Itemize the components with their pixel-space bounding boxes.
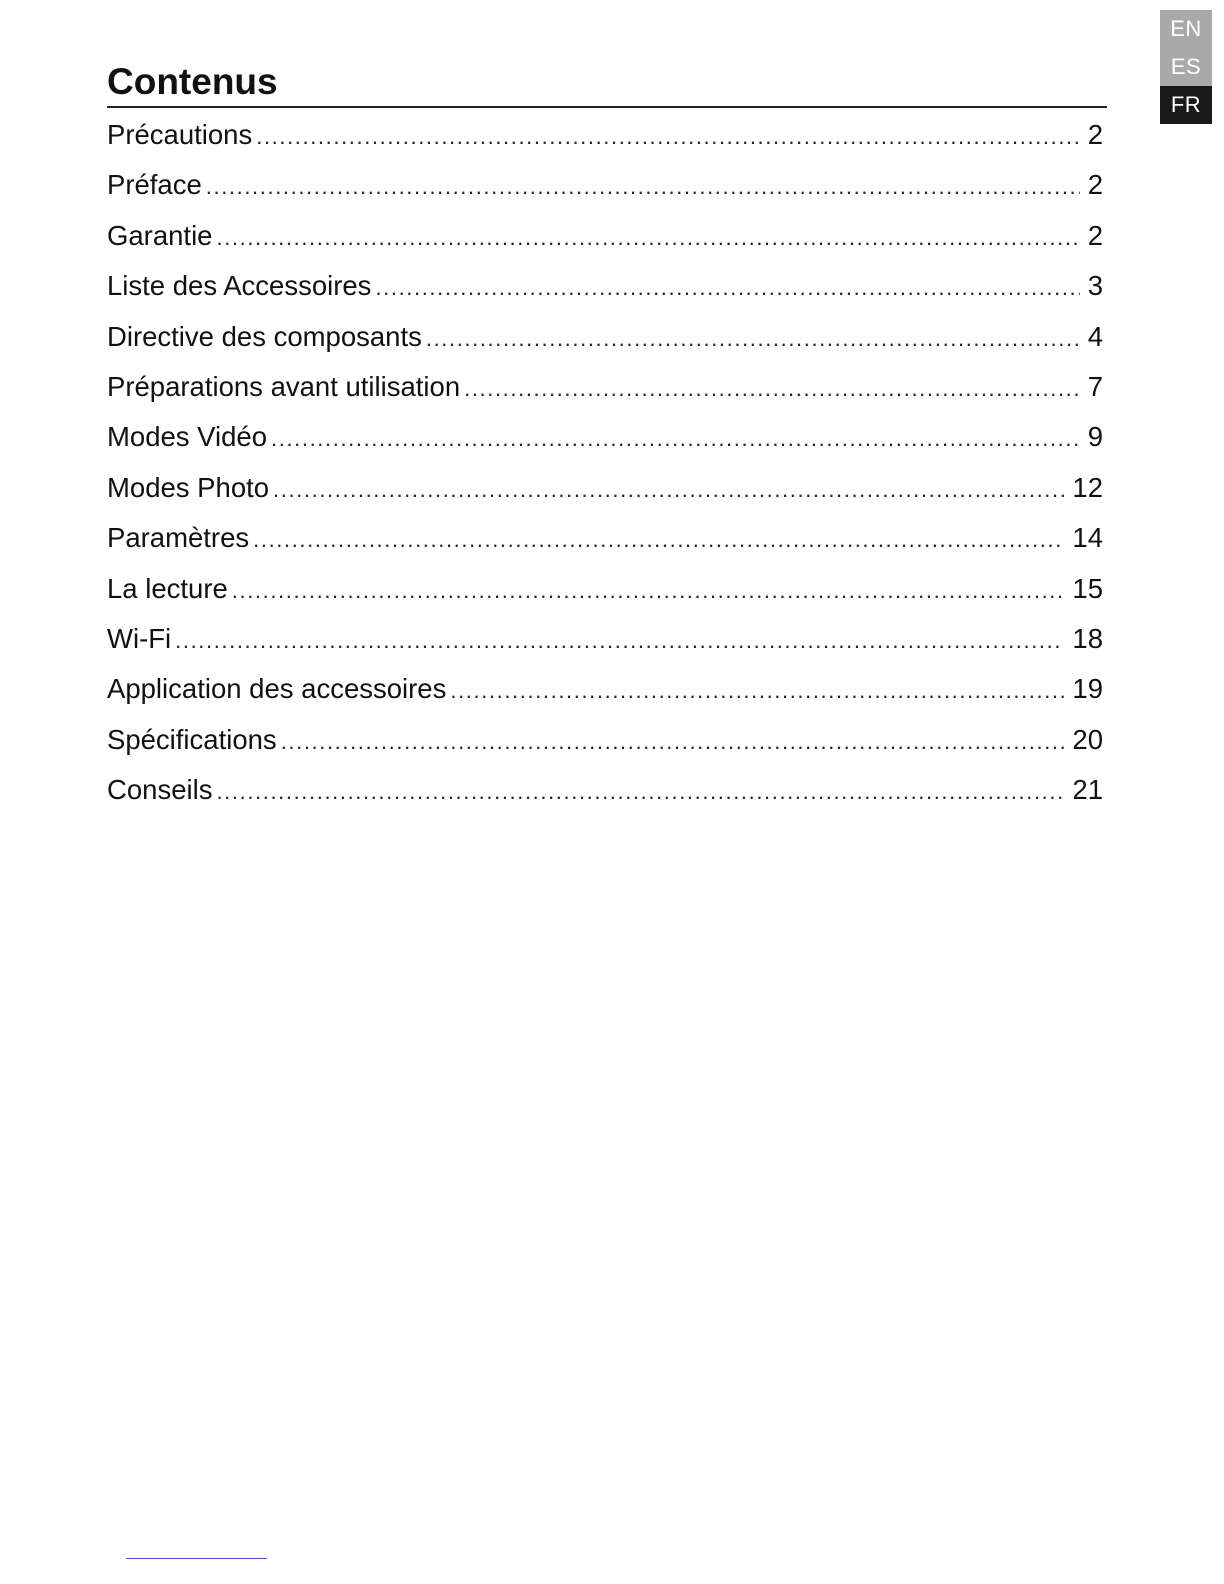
toc-entry-page: 2: [1087, 169, 1103, 201]
toc-entry-page: 21: [1072, 774, 1103, 806]
toc-entry-page: 12: [1072, 471, 1103, 503]
toc-entry-label: Précautions: [107, 119, 253, 150]
toc-entry-la-lecture[interactable]: [107, 570, 1103, 620]
toc-entry-wifi[interactable]: [107, 620, 1103, 670]
toc-entry-page: 15: [1072, 572, 1103, 604]
toc-entry-modes-video[interactable]: [107, 418, 1103, 468]
toc-entry-page: 2: [1087, 219, 1103, 251]
toc-entry-garantie[interactable]: [107, 217, 1103, 267]
toc-entry-specifications[interactable]: [107, 721, 1103, 771]
toc-dot-leader: [273, 471, 1064, 509]
toc-dot-leader: [426, 320, 1080, 358]
toc-entry-page: 3: [1087, 270, 1103, 302]
toc-entry-precautions[interactable]: [107, 116, 1103, 166]
toc-entry-page: 14: [1072, 522, 1103, 554]
toc-entry-page: 9: [1087, 421, 1103, 453]
toc-entry-label: Wi-Fi: [107, 622, 172, 654]
toc-entry-label: Préface: [107, 169, 202, 201]
toc-entry-page: 19: [1072, 673, 1103, 705]
toc-dot-leader: [253, 521, 1064, 559]
toc-entry-conseils[interactable]: [107, 771, 1103, 821]
toc-dot-leader: [232, 572, 1065, 610]
toc-dot-leader: [271, 420, 1080, 458]
lang-tab-en[interactable]: EN: [1160, 10, 1212, 48]
toc-entry-modes-photo[interactable]: [107, 469, 1103, 519]
toc-dot-leader: [464, 370, 1080, 408]
page-title: Contenus: [107, 61, 278, 102]
toc-dot-leader: [281, 723, 1065, 761]
toc-entry-page: 20: [1072, 723, 1103, 755]
toc-dot-leader: [216, 773, 1064, 811]
toc-entry-page: 2: [1087, 119, 1103, 150]
toc-entry-preface[interactable]: [107, 166, 1103, 216]
toc-entry-parametres[interactable]: [107, 519, 1103, 569]
toc-entry-label: Conseils: [107, 774, 213, 806]
lang-tab-fr[interactable]: FR: [1160, 86, 1212, 124]
toc-entry-label: Préparations avant utilisation: [107, 370, 461, 402]
toc-entry-page: 18: [1072, 622, 1103, 654]
title-divider: [107, 106, 1107, 108]
toc-entry-directive-composants[interactable]: [107, 318, 1103, 368]
toc-entry-liste-accessoires[interactable]: [107, 267, 1103, 317]
toc-dot-leader: [375, 269, 1079, 307]
toc-entry-label: Modes Photo: [107, 471, 270, 503]
toc-entry-preparations[interactable]: [107, 368, 1103, 418]
toc-entry-label: Liste des Accessoires: [107, 270, 372, 302]
toc-entry-label: Garantie: [107, 219, 213, 251]
language-tabs: [1160, 10, 1212, 124]
toc-entry-label: Modes Vidéo: [107, 421, 268, 453]
toc-entry-page: 4: [1087, 320, 1103, 352]
toc-entry-label: Application des accessoires: [107, 673, 447, 705]
toc-entry-label: Spécifications: [107, 723, 277, 755]
toc-dot-leader: [206, 168, 1080, 206]
toc-entry-page: 7: [1087, 370, 1103, 402]
lang-tab-es[interactable]: ES: [1160, 48, 1212, 86]
footer-divider: [126, 1558, 267, 1559]
toc-entry-label: Directive des composants: [107, 320, 422, 352]
toc-entry-label: La lecture: [107, 572, 228, 604]
toc-dot-leader: [175, 622, 1064, 660]
toc-entry-label: Paramètres: [107, 522, 250, 554]
toc-dot-leader: [450, 672, 1064, 710]
table-of-contents: [107, 116, 1103, 821]
toc-dot-leader: [216, 219, 1079, 257]
toc-entry-application-accessoires[interactable]: [107, 670, 1103, 720]
toc-dot-leader: [256, 118, 1079, 156]
